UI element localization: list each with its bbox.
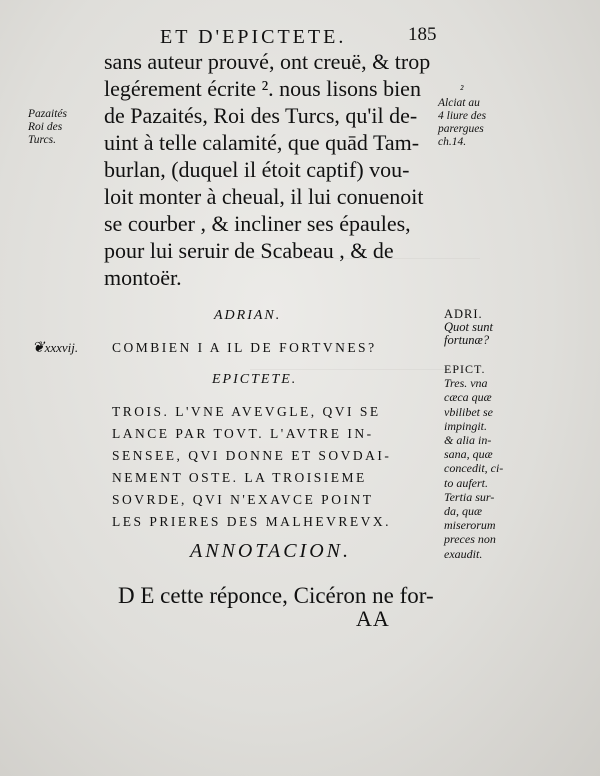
page-number: 185 [408,24,437,45]
speaker-epictete: EPICTETE. [212,372,298,387]
final-body-line: D E cette réponce, Cicéron ne for- [118,583,434,608]
body-line: uint à telle calamité, que quād Tam- [104,130,420,155]
answer-line: SOVRDE, QVI N'EXAVCE POINT [112,492,374,507]
answer-line: NEMENT OSTE. LA TROISIEME [112,470,367,485]
body-line: pour lui seruir de Scabeau , & de [104,238,394,263]
body-line: se courber , & incliner ses épaules, [104,211,411,236]
answer-line: SENSEE, QVI DONNE ET SOVDAI- [112,448,392,463]
body-line: legérement écrite ². nous lisons bien [104,76,421,101]
body-line: sans auteur prouvé, ont creuë, & trop [104,49,431,74]
pilcrow-mark: ❦ [32,340,45,356]
answer-line: TROIS. L'VNE AVEVGLE, QVI SE [112,404,381,419]
body-line: loit monter à cheual, il lui conuenoit [104,184,424,209]
question-number: ❦xxxvij. [32,340,79,356]
answer-line: LES PRIERES DES MALHEVREVX. [112,514,392,529]
right-margin-note-epict: EPICT. Tres. vna cæca quæ vbilibet se impingit. & alia in- sana, quæ concedit, ci- to aufert. Tertia sur- da, quæ miserorum preces non exaudit. [444,362,504,561]
running-header: ET D'EPICTETE. [160,26,347,48]
right-margin-note-adri: ADRI. Quot sunt fortunæ? [444,307,493,347]
question-text: COMBIEN I A IL DE FORTVNES? [112,340,377,355]
catchword: AA [356,606,390,631]
left-margin-note: Pazaités Roi des Turcs. [28,108,67,146]
speaker-adrian: ADRIAN. [214,308,282,323]
body-line: burlan, (duquel il étoit captif) vou- [104,157,410,182]
body-line: montoër. [104,265,182,290]
annotation-heading: ANNOTACION. [190,540,351,562]
right-margin-note-alciat: ² Alciat au 4 liure des parergues ch.14. [438,84,487,148]
answer-line: LANCE PAR TOVT. L'AVTRE IN- [112,426,374,441]
body-line: de Pazaités, Roi des Turcs, qu'il de- [104,103,418,128]
